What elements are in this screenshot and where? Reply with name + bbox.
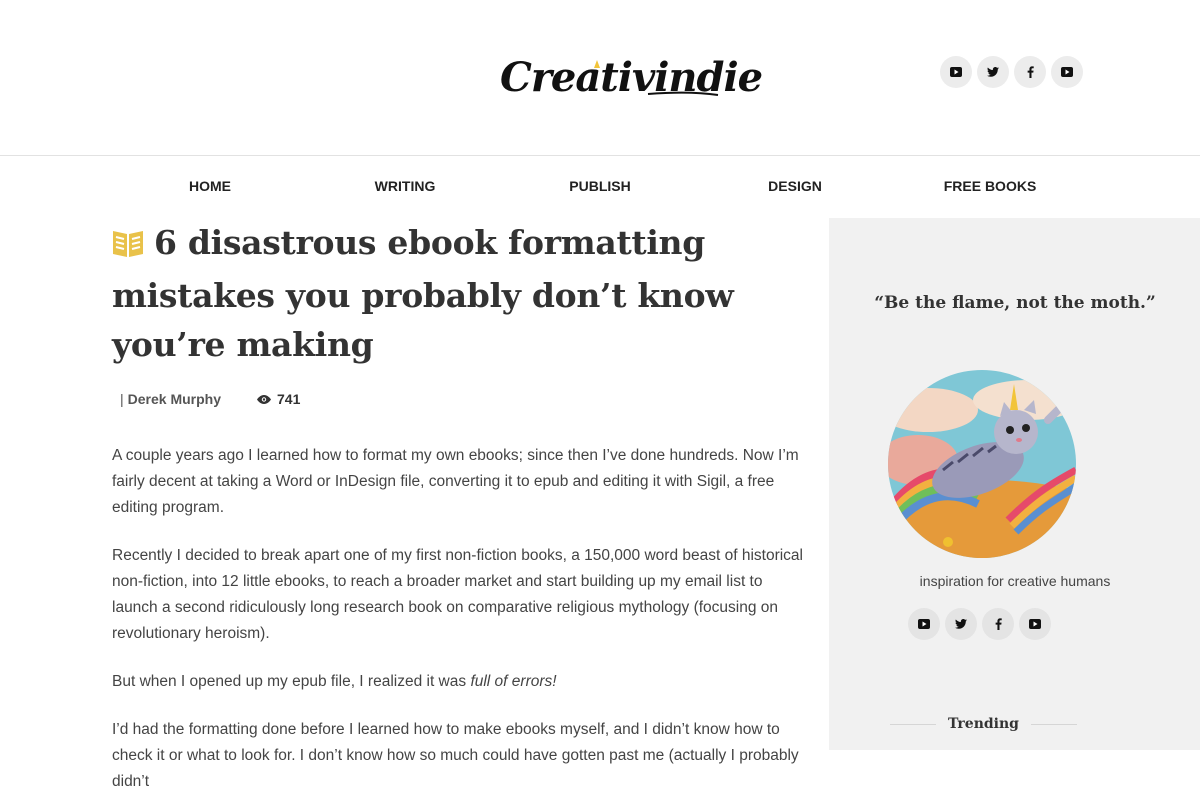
nav-item-writing[interactable]: WRITING [374, 178, 436, 194]
article-paragraph: Recently I decided to break apart one of my first non-fiction books, a 150,000 word beast of historical non-fiction, into 12 little ebooks, to reach a broader market and start building up my email list to launch a second ridiculously long research book on comparative religious mythology (focusing on revolutionary heroism). [112, 547, 803, 642]
divider [890, 724, 936, 725]
view-count-value: 741 [277, 391, 301, 407]
article-paragraph [112, 669, 812, 695]
view-count [257, 391, 300, 407]
article-paragraph: I’d had the formatting done before I learned how to make ebooks myself, and I didn’t know how to check it or what to look for. I don’t know how so much could have gotten past me (actually I probably didn’t [112, 721, 799, 790]
article-meta [112, 389, 812, 409]
sidebar-quote: “Be the flame, not the moth.” [874, 293, 1156, 313]
twitter-icon[interactable] [977, 56, 1009, 88]
sidebar-social-links [908, 608, 1051, 640]
facebook-icon[interactable] [982, 608, 1014, 640]
nav-item-free-books[interactable]: FREE BOOKS [943, 178, 1037, 194]
youtube-icon[interactable] [940, 56, 972, 88]
article [112, 218, 812, 795]
author-link[interactable]: Derek Murphy [127, 391, 221, 407]
youtube-icon[interactable] [1051, 56, 1083, 88]
site-header [0, 0, 1200, 155]
sidebar-tagline: inspiration for creative humans [919, 573, 1111, 589]
nav-item-publish[interactable]: PUBLISH [569, 178, 631, 194]
unicorn-cat-illustration [888, 370, 1076, 558]
meta-divider: | [120, 391, 124, 407]
avatar[interactable] [888, 370, 1076, 558]
nav-item-design[interactable]: DESIGN [768, 178, 822, 194]
trending-heading [890, 716, 1077, 732]
article-title [112, 218, 812, 369]
article-paragraph: A couple years ago I learned how to format my own ebooks; since then I’ve done hundreds. Now I’m fairly decent at taking a Word or InDesign file, converting it to epub and editing it with Sigil, a free editing program. [112, 447, 799, 516]
main-nav [0, 155, 1200, 218]
sidebar [829, 218, 1200, 750]
trending-label: Trending [948, 716, 1019, 732]
header-social-links [940, 56, 1083, 88]
book-icon [112, 222, 144, 271]
site-logo[interactable] [498, 48, 763, 108]
logo-text: Creativindie [500, 54, 763, 101]
nav-item-home[interactable]: HOME [189, 178, 231, 194]
facebook-icon[interactable] [1014, 56, 1046, 88]
eye-icon [257, 395, 271, 404]
twitter-icon[interactable] [945, 608, 977, 640]
emphasis-text: full of errors! [470, 673, 557, 690]
youtube-icon[interactable] [1019, 608, 1051, 640]
divider [1031, 724, 1077, 725]
article-title-text: 6 disastrous ebook formatting mistakes you probably don’t know you’re making [112, 223, 734, 364]
paragraph-text: But when I opened up my epub file, I realized it was [112, 673, 471, 690]
youtube-icon[interactable] [908, 608, 940, 640]
